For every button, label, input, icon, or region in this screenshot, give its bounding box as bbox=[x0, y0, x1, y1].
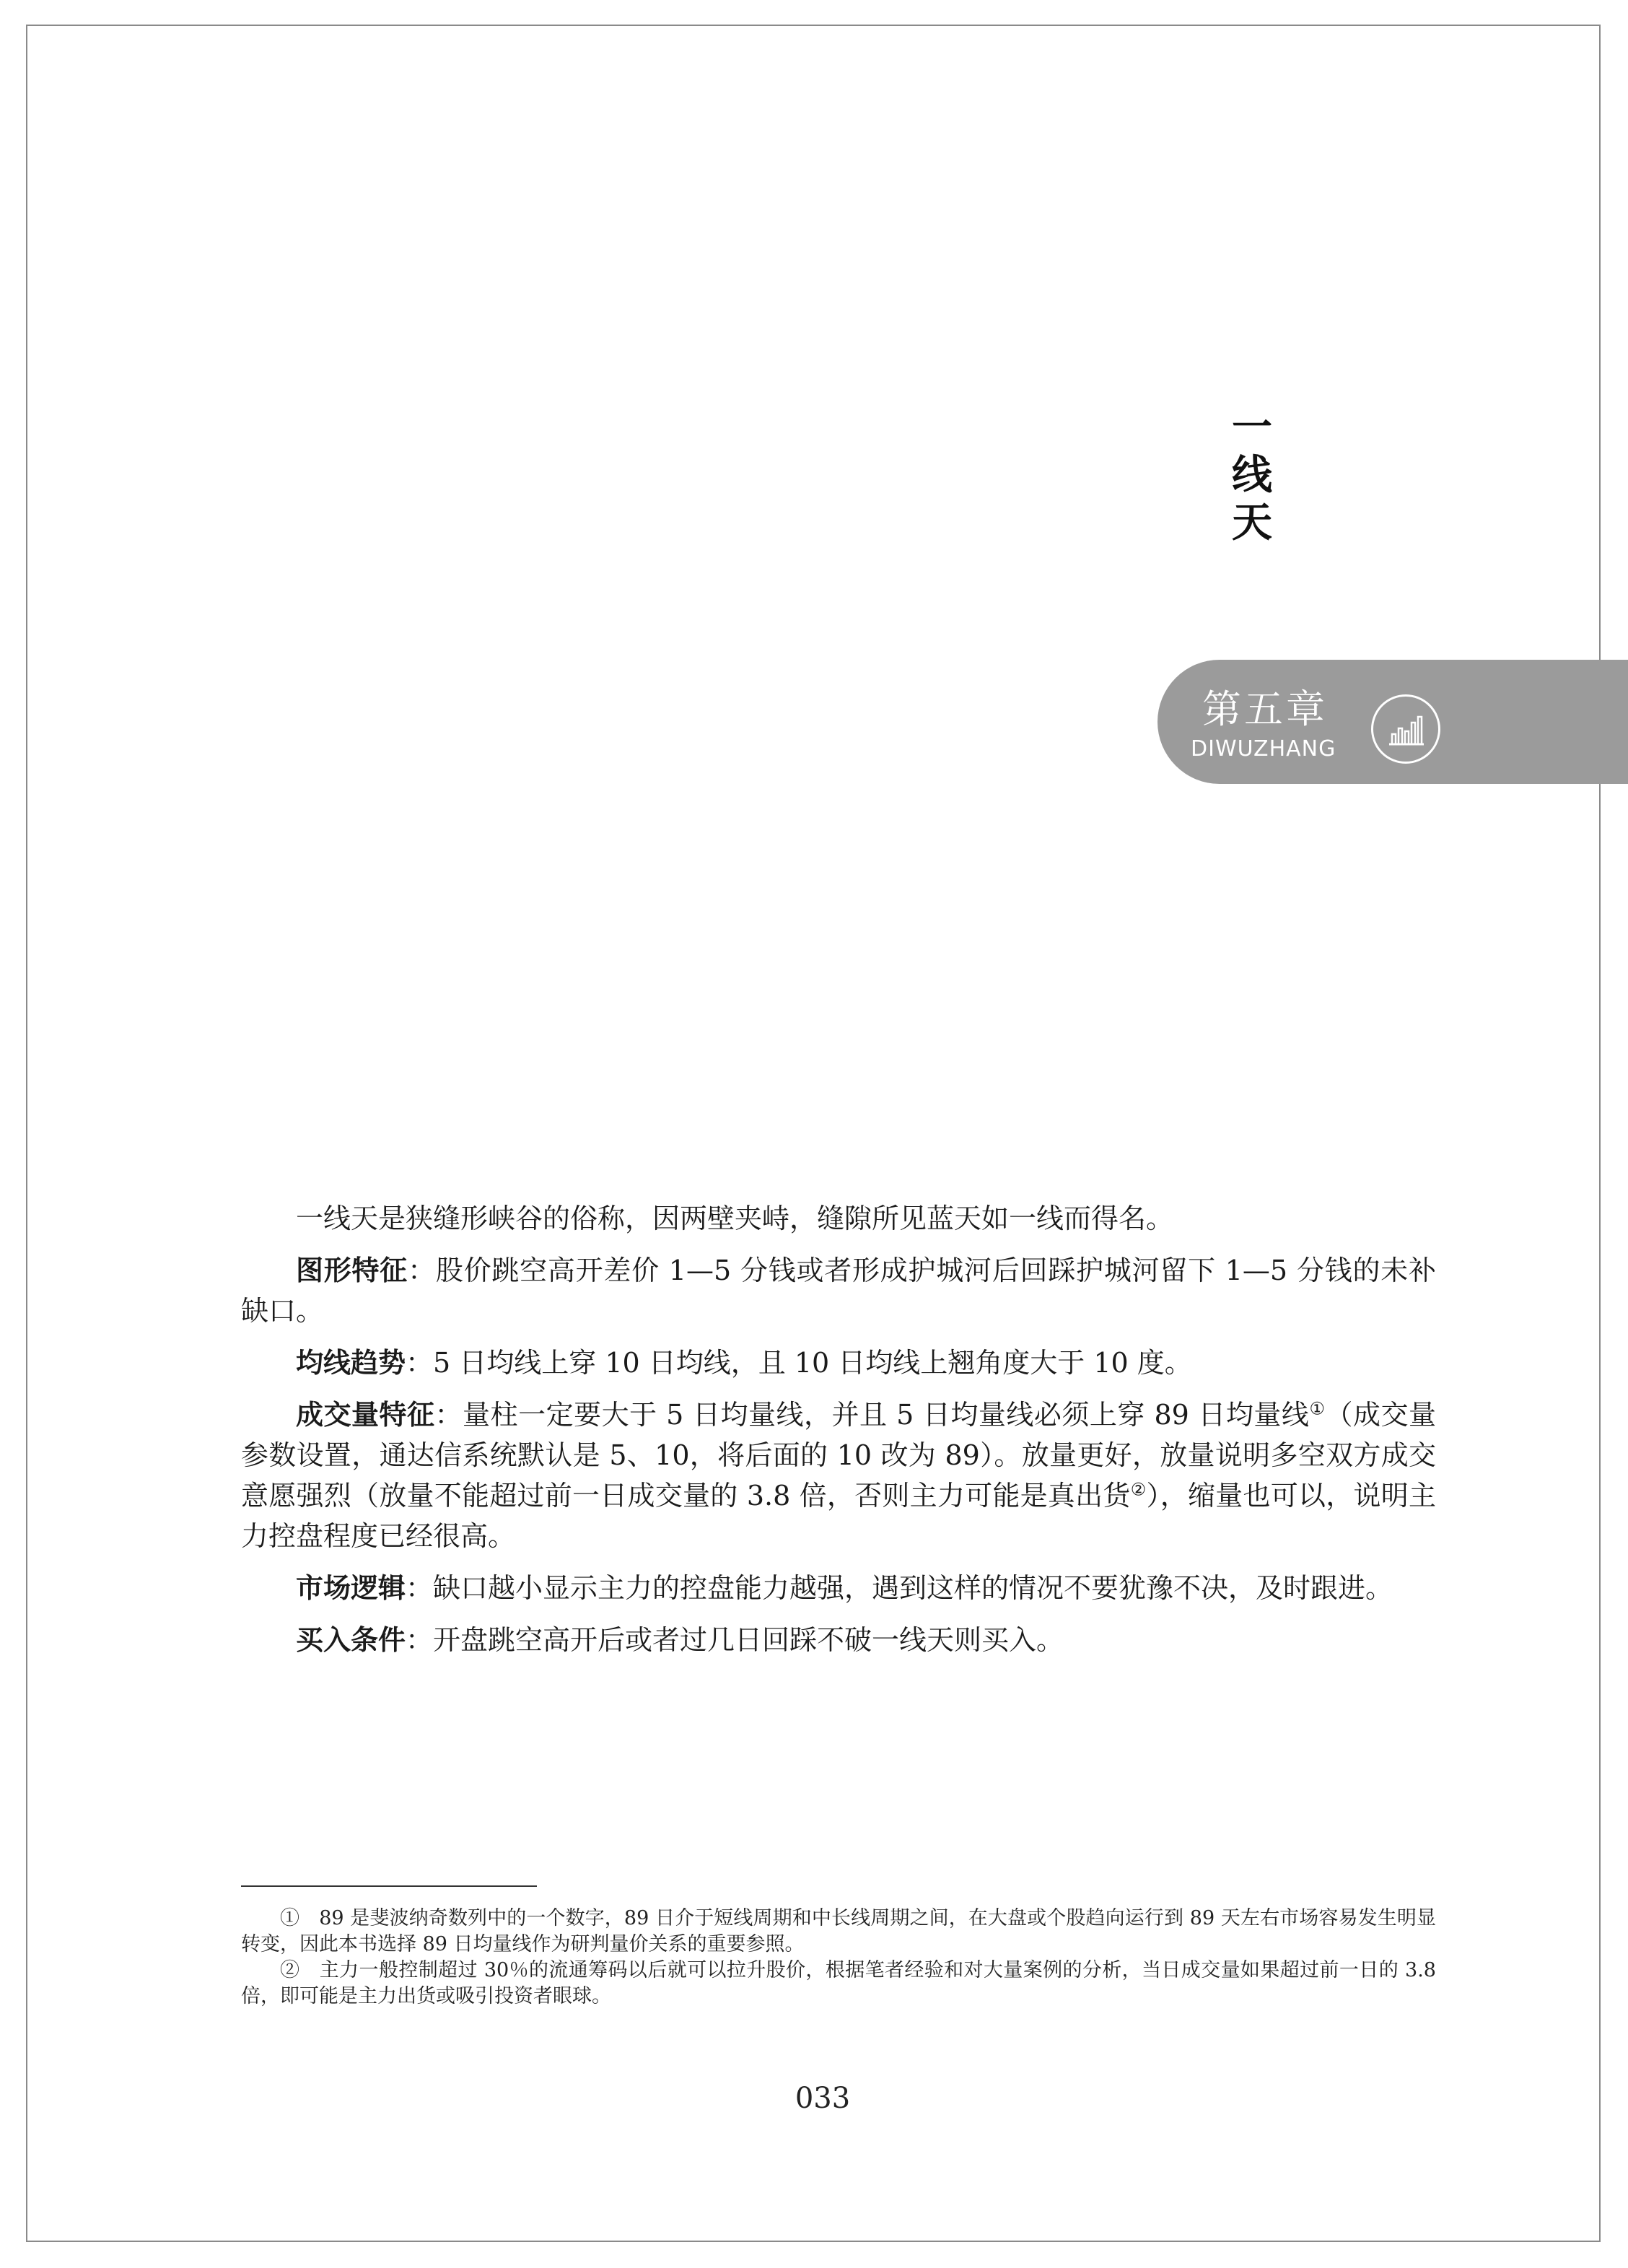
logic-label: 市场逻辑 bbox=[296, 1572, 406, 1604]
volume-text-b: （成交量参数设置，通达信系统默认是 5、10，将后面的 10 改为 89）。放量更好，放量说明多空双方成交意愿强烈（放量不能超过前一日成交量的 3.8 倍，否则主力可能是真出货 bbox=[241, 1399, 1437, 1512]
chapter-title-char: 天 bbox=[1232, 500, 1272, 546]
buy-text: ：开盘跳空高开后或者过几日回踩不破一线天则买入。 bbox=[406, 1624, 1064, 1656]
pattern-label: 图形特征 bbox=[296, 1255, 408, 1286]
volume-text-c: ），缩量也可以，说明主力控盘程度已经很高。 bbox=[241, 1480, 1436, 1552]
buy-label: 买入条件 bbox=[296, 1624, 406, 1656]
intro-paragraph: 一线天是狭缝形峡谷的俗称，因两壁夹峙，缝隙所见蓝天如一线而得名。 bbox=[296, 1203, 1174, 1234]
page-number: 033 bbox=[795, 2082, 851, 2115]
body-text bbox=[241, 1198, 1436, 1672]
footnote-ref-2[interactable]: ② bbox=[1130, 1479, 1147, 1500]
ma-trend-label: 均线趋势 bbox=[296, 1347, 406, 1379]
footnote-divider bbox=[241, 1885, 537, 1887]
ma-trend-text: ：5 日均线上穿 10 日均线，且 10 日均线上翘角度大于 10 度。 bbox=[406, 1347, 1192, 1379]
chapter-tab bbox=[1157, 660, 1628, 784]
footnote-1: ① 89 是斐波纳奇数列中的一个数字，89 日介于短线周期和中长线周期之间，在大盘或个股趋向运行到 89 天左右市场容易发生明显转变，因此本书选择 89 日均量线作为研判量价关系的重要参照。 bbox=[241, 1907, 1436, 1955]
volume-text-a: ：量柱一定要大于 5 日均量线，并且 5 日均量线必须上穿 89 日均量线 bbox=[434, 1399, 1310, 1431]
pattern-text: ：股价跳空高开差价 1—5 分钱或者形成护城河后回踩护城河留下 1—5 分钱的未补缺口。 bbox=[241, 1255, 1436, 1327]
ma-trend-paragraph bbox=[241, 1343, 1436, 1383]
volume-paragraph bbox=[241, 1395, 1436, 1556]
chapter-title-char: 线 bbox=[1232, 452, 1272, 499]
chapter-title-char: 一 bbox=[1232, 404, 1272, 451]
pattern-paragraph bbox=[241, 1250, 1436, 1331]
chapter-title bbox=[1227, 404, 1277, 547]
footnote-ref-1[interactable]: ① bbox=[1309, 1398, 1326, 1419]
volume-label: 成交量特征 bbox=[296, 1399, 435, 1431]
footnotes bbox=[241, 1906, 1436, 2010]
bar-chart-icon bbox=[1371, 694, 1440, 764]
chapter-number-en: DIWUZHANG bbox=[1191, 736, 1336, 762]
logic-text: ：缺口越小显示主力的控盘能力越强，遇到这样的情况不要犹豫不决，及时跟进。 bbox=[406, 1572, 1393, 1604]
chapter-number-cn: 第五章 bbox=[1202, 686, 1328, 732]
buy-paragraph bbox=[241, 1620, 1436, 1660]
logic-paragraph bbox=[241, 1568, 1436, 1608]
footnote-2: ② 主力一般控制超过 30％的流通筹码以后就可以拉升股价，根据笔者经验和对大量案例的分析，当日成交量如果超过前一日的 3.8 倍，即可能是主力出货或吸引投资者眼球。 bbox=[241, 1959, 1436, 2007]
